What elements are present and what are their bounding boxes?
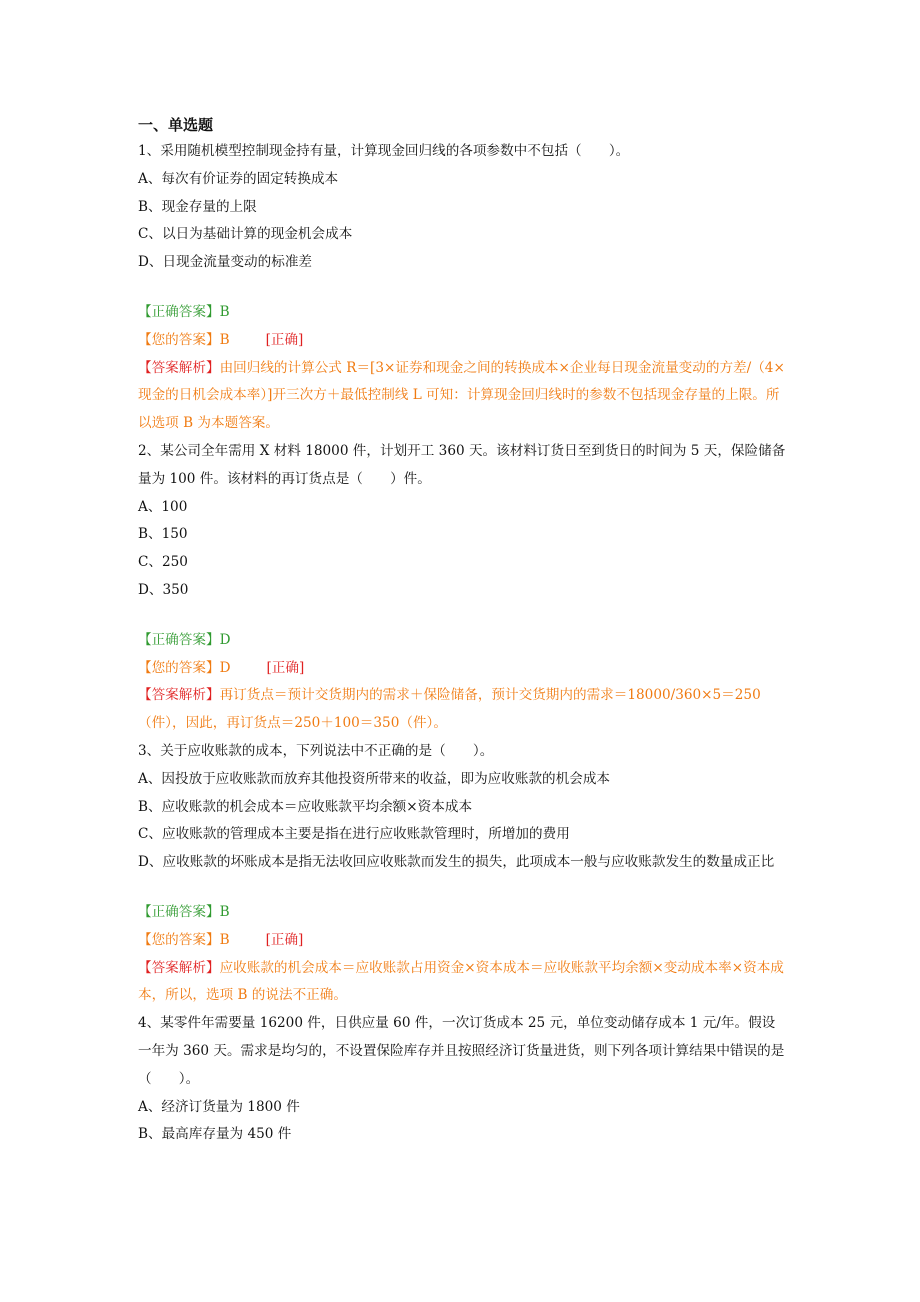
option-a: A、因投放于应收账款而放弃其他投资所带来的收益，即为应收账款的机会成本 xyxy=(138,770,611,787)
your-answer xyxy=(138,655,788,683)
question-stem: 2、某公司全年需用 X 材料 18000 件，计划开工 360 天。该材料订货日至到货日的时间为 5 天，保险储备量为 100 件。该材料的再订货点是（ ）件。 xyxy=(138,442,786,487)
your-answer-label: 【您的答案】 xyxy=(138,659,220,676)
option-a: A、100 xyxy=(138,498,188,515)
answer-analysis xyxy=(138,355,788,438)
correct-answer-value: B xyxy=(219,903,230,920)
your-answer-value: D xyxy=(219,659,231,676)
option-b: B、现金存量的上限 xyxy=(138,198,257,215)
question-4 xyxy=(138,1010,788,1149)
result-mark: [正确] xyxy=(265,931,304,948)
correct-answer xyxy=(138,627,788,655)
option-b: B、应收账款的机会成本＝应收账款平均余额×资本成本 xyxy=(138,798,473,815)
your-answer-value: B xyxy=(219,331,230,348)
analysis-label: 【答案解析】 xyxy=(138,359,220,376)
correct-answer-value: D xyxy=(219,631,231,648)
correct-answer-label: 【正确答案】 xyxy=(138,631,220,648)
option-a: A、经济订货量为 1800 件 xyxy=(138,1098,300,1115)
result-mark: [正确] xyxy=(266,659,305,676)
document-page xyxy=(138,112,788,1149)
result-mark: [正确] xyxy=(265,331,304,348)
option-d: D、应收账款的坏账成本是指无法收回应收账款而发生的损失，此项成本一般与应收账款发生的数量成正比 xyxy=(138,854,775,871)
your-answer-label: 【您的答案】 xyxy=(138,331,220,348)
analysis-label: 【答案解析】 xyxy=(138,959,220,976)
question-1 xyxy=(138,138,788,438)
analysis-text: 由回归线的计算公式 R＝[3×证券和现金之间的转换成本×企业每日现金流量变动的方差/（4×现金的日机会成本率）]开三次方＋最低控制线 L 可知：计算现金回归线时的参数不包括现金存量的上限。所以选项 B 为本题答案。 xyxy=(138,359,785,432)
your-answer-value: B xyxy=(219,931,230,948)
your-answer xyxy=(138,927,788,955)
question-stem: 4、某零件年需要量 16200 件，日供应量 60 件，一次订货成本 25 元，单位变动储存成本 1 元/年。假设一年为 360 天。需求是均匀的，不设置保险库存并且按照经济订货量进货，则下列各项计算结果中错误的是（ ）。 xyxy=(138,1015,785,1087)
option-c: C、应收账款的管理成本主要是指在进行应收账款管理时，所增加的费用 xyxy=(138,826,570,843)
option-b: B、最高库存量为 450 件 xyxy=(138,1126,292,1143)
your-answer-label: 【您的答案】 xyxy=(138,931,220,948)
question-stem: 1、采用随机模型控制现金持有量，计算现金回归线的各项参数中不包括（ ）。 xyxy=(138,143,630,159)
question-3 xyxy=(138,738,788,1010)
answer-analysis xyxy=(138,682,788,738)
question-stem: 3、关于应收账款的成本，下列说法中不正确的是（ ）。 xyxy=(138,742,494,759)
analysis-label: 【答案解析】 xyxy=(138,687,220,704)
correct-answer xyxy=(138,299,788,327)
correct-answer xyxy=(138,899,788,927)
option-c: C、250 xyxy=(138,554,188,571)
question-2 xyxy=(138,438,788,738)
option-d: D、350 xyxy=(138,581,189,598)
option-c: C、以日为基础计算的现金机会成本 xyxy=(138,226,353,243)
option-d: D、日现金流量变动的标准差 xyxy=(138,254,313,271)
correct-answer-label: 【正确答案】 xyxy=(138,303,220,320)
option-a: A、每次有价证券的固定转换成本 xyxy=(138,170,339,187)
correct-answer-label: 【正确答案】 xyxy=(138,903,220,920)
option-b: B、150 xyxy=(138,526,188,543)
section-title: 一、单选题 xyxy=(138,116,214,134)
correct-answer-value: B xyxy=(219,303,230,320)
analysis-text: 应收账款的机会成本＝应收账款占用资金×资本成本＝应收账款平均余额×变动成本率×资本成本，所以，选项 B 的说法不正确。 xyxy=(138,959,784,1004)
your-answer xyxy=(138,327,788,355)
analysis-text: 再订货点＝预计交货期内的需求＋保险储备，预计交货期内的需求＝18000/360×5＝250（件），因此，再订货点＝250＋100＝350（件）。 xyxy=(138,687,761,732)
answer-analysis xyxy=(138,955,788,1011)
